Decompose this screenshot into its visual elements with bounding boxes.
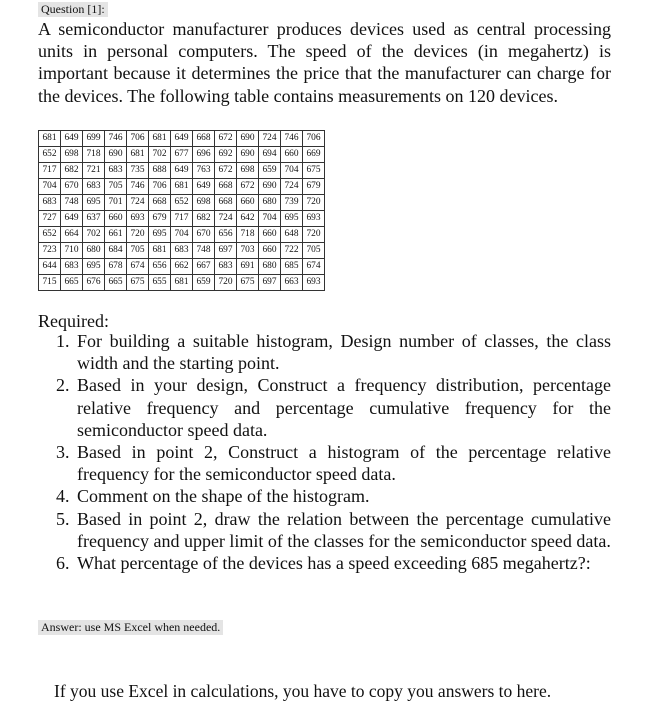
table-cell: 656 (215, 227, 237, 243)
table-cell: 705 (127, 243, 149, 259)
table-cell: 694 (259, 147, 281, 163)
task-item (56, 330, 611, 374)
table-cell: 695 (149, 227, 171, 243)
table-cell: 690 (237, 131, 259, 147)
table-cell: 676 (83, 275, 105, 291)
task-number: 2. (56, 375, 70, 396)
table-cell: 706 (303, 131, 325, 147)
table-cell: 684 (105, 243, 127, 259)
table-cell: 672 (237, 179, 259, 195)
table-cell: 679 (303, 179, 325, 195)
table-cell: 715 (39, 275, 61, 291)
table-cell: 693 (303, 275, 325, 291)
table-cell: 702 (83, 227, 105, 243)
task-number: 5. (56, 508, 70, 529)
table-cell: 693 (303, 211, 325, 227)
table-cell: 683 (171, 243, 193, 259)
table-cell: 704 (259, 211, 281, 227)
table-cell: 661 (105, 227, 127, 243)
table-cell: 683 (215, 259, 237, 275)
table-cell: 652 (39, 147, 61, 163)
table-cell: 668 (215, 179, 237, 195)
table-cell: 660 (281, 147, 303, 163)
table-row (39, 147, 325, 163)
table-cell: 649 (61, 211, 83, 227)
table-cell: 705 (303, 243, 325, 259)
table-cell: 704 (171, 227, 193, 243)
table-cell: 720 (303, 227, 325, 243)
table-cell: 746 (127, 179, 149, 195)
table-cell: 644 (39, 259, 61, 275)
table-cell: 683 (83, 179, 105, 195)
table-cell: 681 (171, 275, 193, 291)
table-cell: 668 (215, 195, 237, 211)
task-item (56, 485, 611, 507)
task-text: For building a suitable histogram, Design number of classes, the class width and the starting point. (77, 331, 611, 374)
task-number: 3. (56, 442, 70, 463)
table-cell: 748 (61, 195, 83, 211)
table-cell: 683 (39, 195, 61, 211)
table-cell: 660 (259, 243, 281, 259)
table-row (39, 227, 325, 243)
table-cell: 649 (171, 131, 193, 147)
table-cell: 717 (39, 163, 61, 179)
table-cell: 702 (149, 147, 171, 163)
table-cell: 675 (303, 163, 325, 179)
table-cell: 675 (237, 275, 259, 291)
table-cell: 672 (215, 131, 237, 147)
table-cell: 695 (83, 195, 105, 211)
table-cell: 674 (127, 259, 149, 275)
table-cell: 652 (171, 195, 193, 211)
table-cell: 665 (105, 275, 127, 291)
table-cell: 667 (193, 259, 215, 275)
table-cell: 705 (105, 179, 127, 195)
table-row (39, 259, 325, 275)
table-cell: 649 (193, 179, 215, 195)
table-cell: 727 (39, 211, 61, 227)
table-cell: 642 (237, 211, 259, 227)
table-row (39, 131, 325, 147)
table-cell: 685 (281, 259, 303, 275)
table-cell: 648 (281, 227, 303, 243)
table-cell: 724 (259, 131, 281, 147)
table-cell: 659 (193, 275, 215, 291)
table-cell: 735 (127, 163, 149, 179)
table-cell: 672 (215, 163, 237, 179)
table-cell: 706 (127, 131, 149, 147)
table-cell: 688 (149, 163, 171, 179)
table-cell: 718 (83, 147, 105, 163)
table-cell: 680 (83, 243, 105, 259)
table-cell: 739 (281, 195, 303, 211)
table-cell: 662 (171, 259, 193, 275)
task-item (56, 552, 611, 574)
table-cell: 723 (39, 243, 61, 259)
table-cell: 669 (303, 147, 325, 163)
table-cell: 681 (149, 243, 171, 259)
table-cell: 698 (237, 163, 259, 179)
table-cell: 670 (61, 179, 83, 195)
task-text: Comment on the shape of the histogram. (77, 486, 370, 507)
table-cell: 704 (39, 179, 61, 195)
table-cell: 680 (259, 195, 281, 211)
table-cell: 724 (215, 211, 237, 227)
table-cell: 679 (149, 211, 171, 227)
table-cell: 660 (259, 227, 281, 243)
table-cell: 675 (127, 275, 149, 291)
table-row (39, 275, 325, 291)
table-cell: 701 (105, 195, 127, 211)
task-item (56, 374, 611, 441)
table-cell: 718 (237, 227, 259, 243)
table-cell: 695 (281, 211, 303, 227)
table-cell: 692 (215, 147, 237, 163)
table-cell: 655 (149, 275, 171, 291)
table-cell: 724 (281, 179, 303, 195)
excel-instruction: If you use Excel in calculations, you have to copy you answers to here. (54, 681, 552, 701)
table-cell: 720 (303, 195, 325, 211)
table-cell: 696 (193, 147, 215, 163)
task-number: 6. (56, 553, 70, 574)
table-cell: 649 (61, 131, 83, 147)
table-cell: 697 (215, 243, 237, 259)
table-cell: 698 (193, 195, 215, 211)
table-cell: 682 (193, 211, 215, 227)
table-cell: 722 (281, 243, 303, 259)
table-cell: 682 (61, 163, 83, 179)
table-cell: 763 (193, 163, 215, 179)
table-cell: 703 (237, 243, 259, 259)
table-cell: 683 (105, 163, 127, 179)
table-cell: 681 (127, 147, 149, 163)
table-cell: 680 (259, 259, 281, 275)
table-row (39, 195, 325, 211)
task-text: Based in your design, Construct a frequency distribution, percentage relative frequency and percentage cumulative frequency for the semiconductor speed data. (77, 375, 611, 440)
table-cell: 665 (61, 275, 83, 291)
table-cell: 724 (127, 195, 149, 211)
required-heading: Required: (38, 311, 109, 331)
task-list (56, 330, 611, 574)
table-cell: 681 (171, 179, 193, 195)
table-cell: 748 (193, 243, 215, 259)
table-cell: 693 (127, 211, 149, 227)
table-cell: 677 (171, 147, 193, 163)
table-cell: 720 (215, 275, 237, 291)
table-cell: 695 (83, 259, 105, 275)
task-item (56, 508, 611, 552)
task-text: Based in point 2, draw the relation between the percentage cumulative frequency and upper limit of the classes for the semiconductor speed data. (77, 508, 611, 551)
table-cell: 668 (149, 195, 171, 211)
table-cell: 746 (281, 131, 303, 147)
table-row (39, 179, 325, 195)
measurements-table (38, 130, 325, 291)
answer-note: Answer: use MS Excel when needed. (38, 620, 223, 635)
task-text: Based in point 2, Construct a histogram of the percentage relative frequency for the semiconductor speed data. (77, 442, 611, 485)
task-number: 4. (56, 486, 70, 507)
task-number: 1. (56, 331, 70, 351)
question-intro: A semiconductor manufacturer produces devices used as central processing units in personal computers. The speed of the devices (in megahertz) is important because it determines the price that the manufacturer can charge for the devices. The following table contains measurements on 120 devices. (38, 19, 611, 106)
table-row (39, 211, 325, 227)
table-cell: 663 (281, 275, 303, 291)
table-cell: 668 (193, 131, 215, 147)
table-cell: 706 (149, 179, 171, 195)
table-cell: 691 (237, 259, 259, 275)
table-cell: 698 (61, 147, 83, 163)
table-cell: 656 (149, 259, 171, 275)
table-cell: 670 (193, 227, 215, 243)
table-cell: 746 (105, 131, 127, 147)
table-cell: 674 (303, 259, 325, 275)
table-cell: 649 (171, 163, 193, 179)
table-cell: 681 (39, 131, 61, 147)
table-cell: 690 (259, 179, 281, 195)
table-cell: 664 (61, 227, 83, 243)
table-cell: 720 (127, 227, 149, 243)
table-cell: 704 (281, 163, 303, 179)
table-cell: 721 (83, 163, 105, 179)
table-row (39, 243, 325, 259)
table-cell: 690 (237, 147, 259, 163)
table-cell: 637 (83, 211, 105, 227)
table-cell: 717 (171, 211, 193, 227)
table-cell: 683 (61, 259, 83, 275)
table-cell: 681 (149, 131, 171, 147)
question-label: Question [1]: (38, 2, 108, 17)
table-cell: 710 (61, 243, 83, 259)
task-text: What percentage of the devices has a speed exceeding 685 megahertz?: (77, 553, 591, 574)
table-cell: 660 (237, 195, 259, 211)
table-cell: 660 (105, 211, 127, 227)
table-cell: 678 (105, 259, 127, 275)
table-cell: 652 (39, 227, 61, 243)
table-row (39, 163, 325, 179)
table-cell: 697 (259, 275, 281, 291)
table-cell: 699 (83, 131, 105, 147)
table-cell: 690 (105, 147, 127, 163)
table-cell: 659 (259, 163, 281, 179)
task-item (56, 441, 611, 485)
